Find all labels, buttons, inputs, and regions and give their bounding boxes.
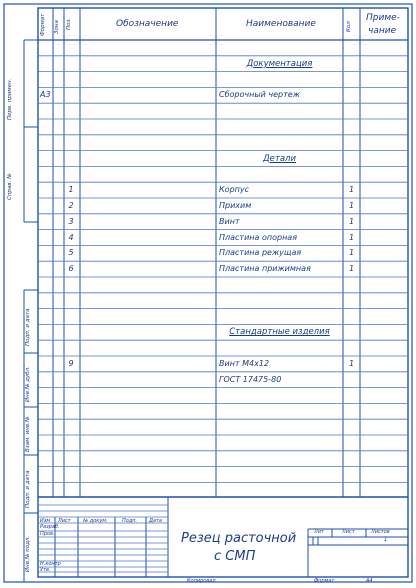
section-heading: Документация (246, 58, 313, 69)
row-pos: 5 (68, 248, 74, 258)
row-name: Винт М4х12 (219, 359, 270, 368)
tb-sheet: Лист (342, 529, 355, 535)
header-qty: Кол (346, 21, 352, 32)
tb-doc: № докум. (83, 518, 108, 524)
tb-sheets: Листов (371, 529, 390, 535)
tb-izm: Изм (40, 518, 51, 524)
footer-format-value: А4 (366, 578, 373, 584)
row-name: Корпус (219, 185, 250, 195)
row-qty: 1 (348, 232, 355, 242)
header-name: Наименование (246, 19, 316, 29)
row-pos: 3 (68, 216, 74, 226)
tb-sheets-value: 1 (384, 537, 388, 543)
tb-lit: Лит (314, 529, 324, 535)
tb-utv: Утв. (40, 567, 51, 573)
header-zone: Зона (54, 20, 60, 34)
row-format: А3 (40, 90, 51, 100)
row-qty: 1 (348, 248, 355, 258)
tb-title-line2: с СМП (214, 549, 256, 564)
header-format: Формат (40, 13, 46, 36)
footer-copied: Копировал (187, 578, 216, 584)
row-pos: 2 (68, 201, 74, 210)
row-name: ГОСТ 17475-80 (219, 374, 282, 384)
side-first-use: Перв. примен. (7, 78, 13, 120)
tb-sign: Подп. (122, 518, 138, 524)
side-sign-date-1: Подп. и дата (25, 308, 31, 346)
tb-title-line1: Резец расточной (181, 531, 297, 546)
row-pos: 4 (68, 232, 74, 242)
tb-date: Дата (149, 518, 162, 524)
section-heading: Стандартные изделия (229, 327, 330, 338)
tb-n-kontr: Н.контр (40, 561, 61, 567)
tb-prov: Пров. (40, 531, 55, 537)
row-qty: 1 (348, 201, 355, 210)
footer-format-label: Формат (314, 578, 335, 584)
row-name: Пластина опорная (219, 232, 298, 242)
side-ref-no: Справ. № (7, 173, 13, 200)
side-dup-inv: Инв.№ дубл. (25, 366, 31, 402)
tb-razrab: Разраб. (40, 524, 60, 530)
row-qty: 1 (348, 264, 355, 274)
side-replace-inv: Взам. инв.№ (25, 416, 31, 452)
side-orig-inv: Инв.№ подл. (25, 535, 31, 572)
row-qty: 1 (348, 216, 355, 226)
row-name: Прихим (219, 201, 252, 210)
row-pos: 1 (68, 185, 74, 195)
row-name: Винт (219, 216, 240, 226)
row-name: Сборочный чертеж (219, 90, 300, 100)
header-note-line2: чание (368, 26, 397, 36)
side-sign-date-2: Подп. и дата (25, 470, 31, 508)
row-pos: 6 (68, 264, 74, 274)
header-note-line1: Приме- (366, 13, 400, 23)
tb-list: Лист (58, 518, 71, 524)
row-pos: 9 (68, 359, 74, 368)
header-pos: Поз. (66, 17, 72, 30)
header-designation: Обозначение (116, 19, 179, 29)
row-name: Пластина режущая (219, 248, 302, 258)
row-qty: 1 (348, 185, 355, 195)
row-qty: 1 (348, 359, 355, 368)
section-heading: Детали (263, 153, 296, 164)
row-name: Пластина прижимная (219, 264, 311, 274)
